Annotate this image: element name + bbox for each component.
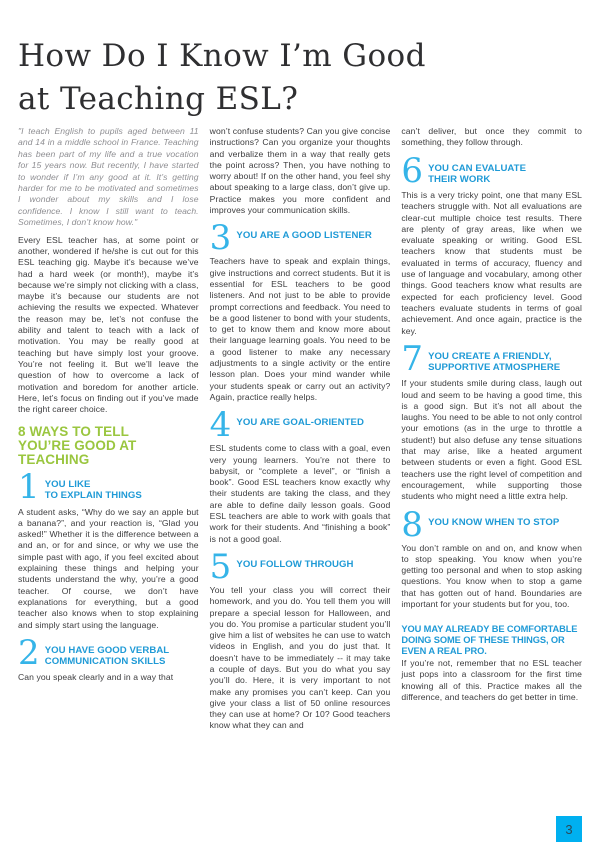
tip-heading-8 — [401, 504, 582, 545]
tip-heading-5 — [209, 546, 391, 587]
column-left — [18, 126, 199, 684]
tip-body-3: Teachers have to speak and explain things, give instructions and correct students. But it is essential for ESL teachers to be good listeners. And not just to be able to provide prompt corrections and feedback. You need to be a good listener to bond with your students, to get to know them and know more about their language learning goals. You need to be a good listener to make any necessary adjustments to a single activity or the entire lesson plan. Does your mind wander while your students speak or carry out an activity? Again, practice really helps. — [209, 256, 391, 402]
tip-label-7-line-2: SUPPORTIVE ATMOSPHERE — [428, 362, 561, 374]
tip-body-5: You tell your class you will correct their homework, and you do. You tell them you will prepare a special lesson for Halloween, and you do. You promise a particular student you’ll give him a list of websites he can use to watch videos in English, and you do just that. It doesn’t have to be immediately -- it may take a couple of days. But you do what you say you’ll do. Here, it is very important to not make any promises you can’t keep. Can you give your class a list of 50 online resources they can use at home? Or 10? Good teachers know what they can and — [209, 584, 391, 731]
column-middle — [210, 126, 391, 732]
page-title-line-1: How Do I Know I’m Good — [18, 37, 426, 74]
tip-label-7 — [428, 348, 560, 373]
tip-number-4: 4 — [209, 405, 232, 446]
tip-number-7: 7 — [401, 338, 424, 379]
closing-paragraph: If you’re not, remember that no ESL teacher just pops into a classroom for the first time knowing all of this. Practice makes all the difference, and teachers do get better in time. — [401, 658, 583, 702]
section-kicker-line-1: 8 WAYS TO TELL — [18, 424, 129, 440]
tip-number-8: 8 — [401, 504, 424, 545]
tip-heading-7 — [401, 338, 582, 379]
tip-label-2-line-2: COMMUNICATION SKILLS — [44, 656, 166, 668]
tip-heading-3 — [209, 218, 391, 259]
page-title-line-2: at Teaching ESL? — [18, 80, 299, 117]
tip-number-5: 5 — [209, 546, 232, 587]
tip-number-3: 3 — [209, 218, 232, 259]
tip-body-2-continued: won’t confuse students? Can you give concise instructions? Can you organize your thoughts and verbalize them in a way that really gets the point across? Then, you have nothing to worry about! If on the other hand, you feel shy about speaking to a large class, don’t give up. Practice makes you more confident and improves your communication skills. — [209, 126, 391, 216]
section-kicker-line-2: YOU’RE GOOD AT — [18, 438, 137, 453]
intro-quote: "I teach English to pupils aged between 11 and 14 in a middle school in France. Teaching has been part of my life and a true vocation for 15 years now. But recently, I have started to wonder if I’m any good at it. It’s getting harder for me to be motivated and sometimes I wonder about my skills and I lose confidence. I know I still want to teach. Sometimes, I don’t know how." — [18, 126, 199, 228]
tip-label-7-line-1: YOU CREATE A FRIENDLY, — [428, 350, 552, 362]
tip-body-6: This is a very tricky point, one that many ESL teachers struggle with. Not all evaluations are clear-cut multiple choice test results. There are plenty of gray areas, like when we evaluate speaking or writing. Good ESL teachers know that students must be evaluated in terms of accuracy, fluency and use of language and vocabulary, among other things. Good teachers know what results are expected for each proficiency level. Good teachers evaluate students in terms of goal achievement. And once again, practice is the key. — [401, 190, 583, 336]
tip-body-8: You don’t ramble on and on, and know when to stop speaking. You know when you’re getting too personal and when to stop asking questions. You know when to stop a game that has gotten out of hand. Boundaries are important for your students but for you, too. — [401, 542, 583, 610]
tip-label-2 — [45, 642, 170, 667]
tip-label-6-line-1: YOU CAN EVALUATE — [428, 162, 527, 174]
article-columns — [18, 126, 582, 816]
tip-label-3 — [236, 227, 371, 241]
tip-label-3-line-1: YOU ARE A GOOD LISTENER — [236, 230, 372, 242]
page-title — [18, 35, 558, 121]
tip-label-5 — [236, 556, 353, 570]
tip-body-7: If your students smile during class, laugh out loud and seem to be having a good time, this is a good sign. But it’s not all about the laughs. You need to be able to not only control your emotions (as in the urge to throttle a student!) but also defuse any tense situations that may arise, like a heated argument between students or even a fight. Good ESL teachers use the right level of competition and encouragement, while supporting those students who might need a little extra help. — [401, 378, 583, 502]
tip-label-2-line-1: YOU HAVE GOOD VERBAL — [44, 644, 170, 656]
tip-heading-1 — [18, 467, 199, 508]
tip-body-2-start: Can you speak clearly and in a way that — [18, 672, 174, 683]
tip-label-1-line-2: TO EXPLAIN THINGS — [44, 490, 142, 502]
section-kicker-line-3: TEACHING — [18, 451, 90, 467]
tip-heading-2 — [18, 632, 199, 673]
tip-label-4-line-1: YOU ARE GOAL-ORIENTED — [236, 417, 364, 429]
tip-label-8 — [428, 514, 559, 528]
closing-heading-line-1: YOU MAY ALREADY BE COMFORTABLE — [401, 624, 578, 635]
tip-label-6 — [428, 160, 526, 185]
tip-label-5-line-1: YOU FOLLOW THROUGH — [236, 558, 354, 570]
tip-label-8-line-1: YOU KNOW WHEN TO STOP — [428, 516, 560, 528]
tip-number-2: 2 — [18, 632, 40, 673]
column-right — [401, 126, 582, 703]
intro-paragraph: Every ESL teacher has, at some point or another, wondered if he/she is cut out for this ESL teaching gig. Maybe it’s because we’ve had a hard week (or month!), maybe it’s because we’re simply not clicking with a class, maybe it’s because our students are not achieving the results we expected. Whatever the reason may be, let’s not confuse the ability and talent to teach with a lack of motivation. You may be really good at teaching but have simply lost your groove. You’re not feeling it. But we’ll leave the question of how to overcome a lack of motivation and boredom for another article. Here, let’s focus on finding out if you’ve made the right career choice. — [18, 234, 199, 415]
tip-label-6-line-2: THEIR WORK — [428, 173, 491, 185]
section-kicker — [18, 425, 199, 466]
tip-heading-6 — [401, 150, 582, 191]
tip-number-6: 6 — [401, 150, 424, 191]
page-number-badge: 3 — [556, 816, 582, 842]
closing-heading-line-3: EVEN A REAL PRO. — [401, 645, 487, 656]
tip-body-1: A student asks, “Why do we say an apple but a banana?”, and your reaction is, “Glad you asked!” Whether it is the difference between a and an, or for and since, or why we use the simple past with ago, if you feel excited about explaining these things and helping your students understand the why, you’re a good teacher. Of course, we don’t have explanations for everything, but a good teacher also knows when to stop explaining and simply start using the language. — [18, 506, 199, 630]
tip-body-4: ESL students come to class with a goal, even very young learners. You’re not there to babysit, or “complete a level”, or “finish a book”. Good ESL teachers know exactly why their students are taking the class, and they are able to define daily lesson goals. Good ESL teachers are able to work with goals that work for their students. And “finishing a book” is not a good goal. — [209, 443, 391, 544]
closing-heading — [401, 624, 582, 656]
tip-body-5-continued: can’t deliver, but once they commit to something, they follow through. — [401, 126, 583, 148]
tip-heading-4 — [209, 405, 391, 446]
tip-label-4 — [236, 414, 364, 428]
tip-label-1-line-1: YOU LIKE — [44, 479, 91, 491]
tip-number-1: 1 — [18, 467, 40, 508]
tip-label-1 — [45, 476, 142, 501]
closing-heading-line-2: DOING SOME OF THESE THINGS, OR — [401, 634, 565, 645]
